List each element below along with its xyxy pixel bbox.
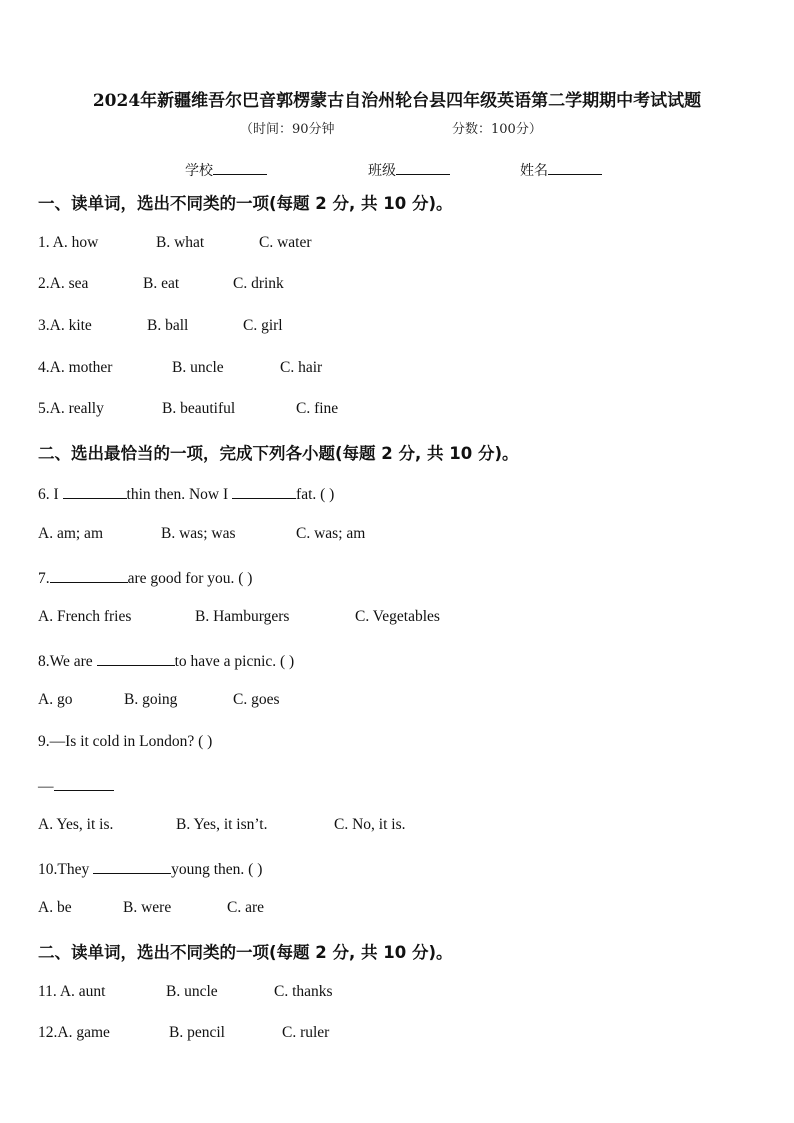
q3-option-a: 3.A. kite [38,317,92,334]
q6-option-c: C. was; am [296,525,366,542]
q2-option-b: B. eat [143,275,180,292]
q7-option-b: B. Hamburgers [195,608,290,625]
q9-blank [54,775,114,791]
q10-text-2: young then. ( ) [171,861,263,878]
q8-option-a: A. go [38,691,73,708]
q9-dash: — [38,778,54,795]
q7-text-2: are good for you. ( ) [127,570,253,587]
q6-option-b: B. was; was [161,525,236,542]
q6-text-2: thin then. Now I [126,486,233,503]
q7-option-a: A. French fries [38,608,132,625]
q9-option-b: B. Yes, it isn’t. [176,816,268,833]
exam-score: 分数：100分） [452,122,542,137]
q4-option-a: 4.A. mother [38,359,113,376]
q7-text-1: 7. [38,570,50,587]
q2-option-a: 2.A. sea [38,275,89,292]
class-field [368,160,450,180]
q1-option-b: B. what [156,234,205,251]
q12-option-b: B. pencil [169,1024,225,1041]
q10-stem [38,858,262,879]
q10-option-b: B. were [123,899,172,916]
q5-option-a: 5.A. really [38,400,104,417]
q8-stem [38,650,294,671]
q5-option-b: B. beautiful [162,400,236,417]
q9-option-c: C. No, it is. [334,816,406,833]
q6-blank-1 [63,483,127,499]
q4-option-c: C. hair [280,359,323,376]
q6-stem [38,483,334,504]
q3-option-c: C. girl [243,317,283,334]
school-field [185,160,267,180]
exam-title: 2024年新疆维吾尔巴音郭楞蒙古自治州轮台县四年级英语第二学期期中考试试题 [92,91,702,111]
q10-option-a: A. be [38,899,72,916]
q3-option-b: B. ball [147,317,189,334]
q11-option-a: 11. A. aunt [38,983,106,1000]
q8-blank [97,650,175,666]
q7-option-c: C. Vegetables [355,608,440,625]
q8-text-1: 8.We are [38,653,97,670]
q1-option-c: C. water [259,234,312,251]
q6-option-a: A. am; am [38,525,103,542]
q10-option-c: C. are [227,899,265,916]
q11-option-c: C. thanks [274,983,333,1000]
q10-blank [93,858,171,874]
q11-option-b: B. uncle [166,983,218,1000]
q6-text-1: 6. I [38,486,63,503]
section1-heading: 一、读单词，选出不同类的一项(每题 2 分, 共 10 分)。 [38,194,453,213]
q1-option-a: 1. A. how [38,234,99,251]
class-label: 班级 [368,163,396,179]
name-blank [548,160,602,175]
q7-stem [38,567,252,588]
q5-option-c: C. fine [296,400,339,417]
q8-text-2: to have a picnic. ( ) [174,653,295,670]
q9-answer-line [38,775,114,796]
q12-option-c: C. ruler [282,1024,330,1041]
exam-time: （时间：90分钟 [240,122,335,137]
q9-option-a: A. Yes, it is. [38,816,114,833]
q10-text-1: 10.They [38,861,94,878]
q2-option-c: C. drink [233,275,284,292]
q7-blank [50,567,128,583]
section2-heading: 二、选出最恰当的一项，完成下列各小题(每题 2 分, 共 10 分)。 [38,444,519,463]
school-blank [213,160,267,175]
q6-text-3: fat. ( ) [296,486,335,503]
q12-option-a: 12.A. game [38,1024,110,1041]
name-label: 姓名 [520,163,548,179]
q9-stem: 9.—Is it cold in London? ( ) [38,733,213,750]
class-blank [396,160,450,175]
q8-option-b: B. going [124,691,178,708]
q8-option-c: C. goes [233,691,280,708]
section3-heading: 二、读单词，选出不同类的一项(每题 2 分, 共 10 分)。 [38,943,453,962]
name-field [520,160,602,180]
q4-option-b: B. uncle [172,359,224,376]
q6-blank-2 [232,483,296,499]
school-label: 学校 [185,163,213,179]
